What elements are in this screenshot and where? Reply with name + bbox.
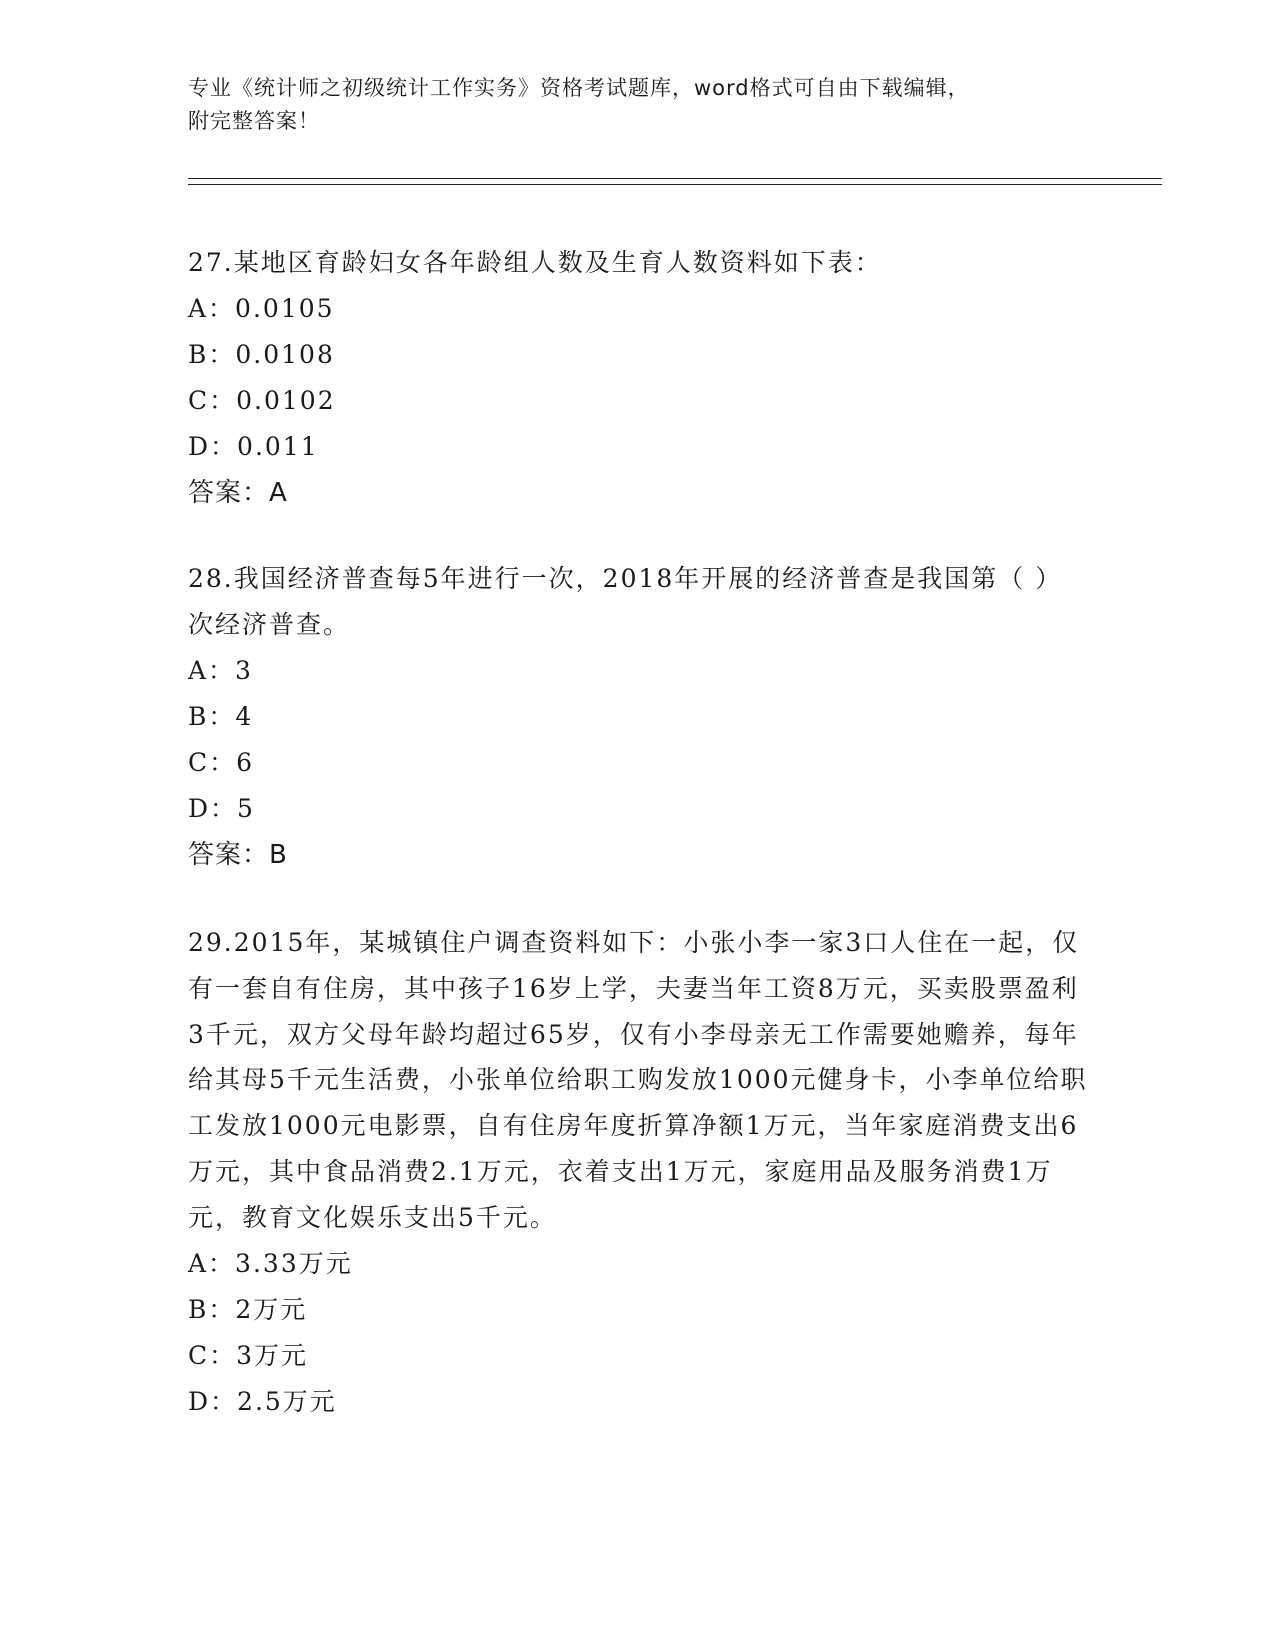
question-27 [188, 240, 1088, 516]
question-stem: 27.某地区育龄妇女各年龄组人数及生育人数资料如下表： [188, 248, 882, 277]
option-d: D：0.011 [188, 432, 319, 461]
document-header [188, 72, 1088, 138]
header-line-2: 附完整答案！ [188, 109, 320, 133]
option-d: D：2.5万元 [188, 1386, 337, 1416]
answer-label: 答案：A [188, 478, 288, 508]
option-b: B：0.0108 [188, 340, 335, 369]
option-c: C：6 [188, 748, 255, 777]
option-c: C：0.0102 [188, 386, 336, 415]
option-a: A：0.0105 [188, 294, 335, 323]
question-29 [188, 920, 1088, 1425]
answer-label: 答案：B [188, 840, 288, 870]
header-divider-top [188, 178, 1162, 179]
option-c: C：3万元 [188, 1340, 309, 1370]
option-d: D：5 [188, 794, 255, 823]
question-stem: 29.2015年，某城镇住户调查资料如下：小张小李一家3口人住在一起，仅有一套自有住房，其中孩子16岁上学，夫妻当年工资8万元，买卖股票盈利3千元，双方父母年龄均超过65岁，仅有小李母亲无工作需要她赡养，每年给其母5千元生活费，小张单位给职工购发放1000元健身卡，小李单位给职工发放1000元电影票，自有住房年度折算净额1万元，当年家庭消费支出6万元，其中食品消费2.1万元，衣着支出1万元，家庭用品及服务消费1万元，教育文化娱乐支出5千元。 [188, 928, 1088, 1232]
option-a: A：3.33万元 [188, 1248, 353, 1278]
header-line-1: 专业《统计师之初级统计工作实务》资格考试题库，word格式可自由下载编辑， [188, 76, 970, 100]
question-stem: 28.我国经济普查每5年进行一次，2018年开展的经济普查是我国第（ ）次经济普查。 [188, 564, 1063, 639]
option-b: B：4 [188, 702, 254, 731]
option-b: B：2万元 [188, 1294, 308, 1324]
question-28 [188, 556, 1088, 878]
option-a: A：3 [188, 656, 253, 685]
header-divider-bottom [188, 184, 1162, 185]
